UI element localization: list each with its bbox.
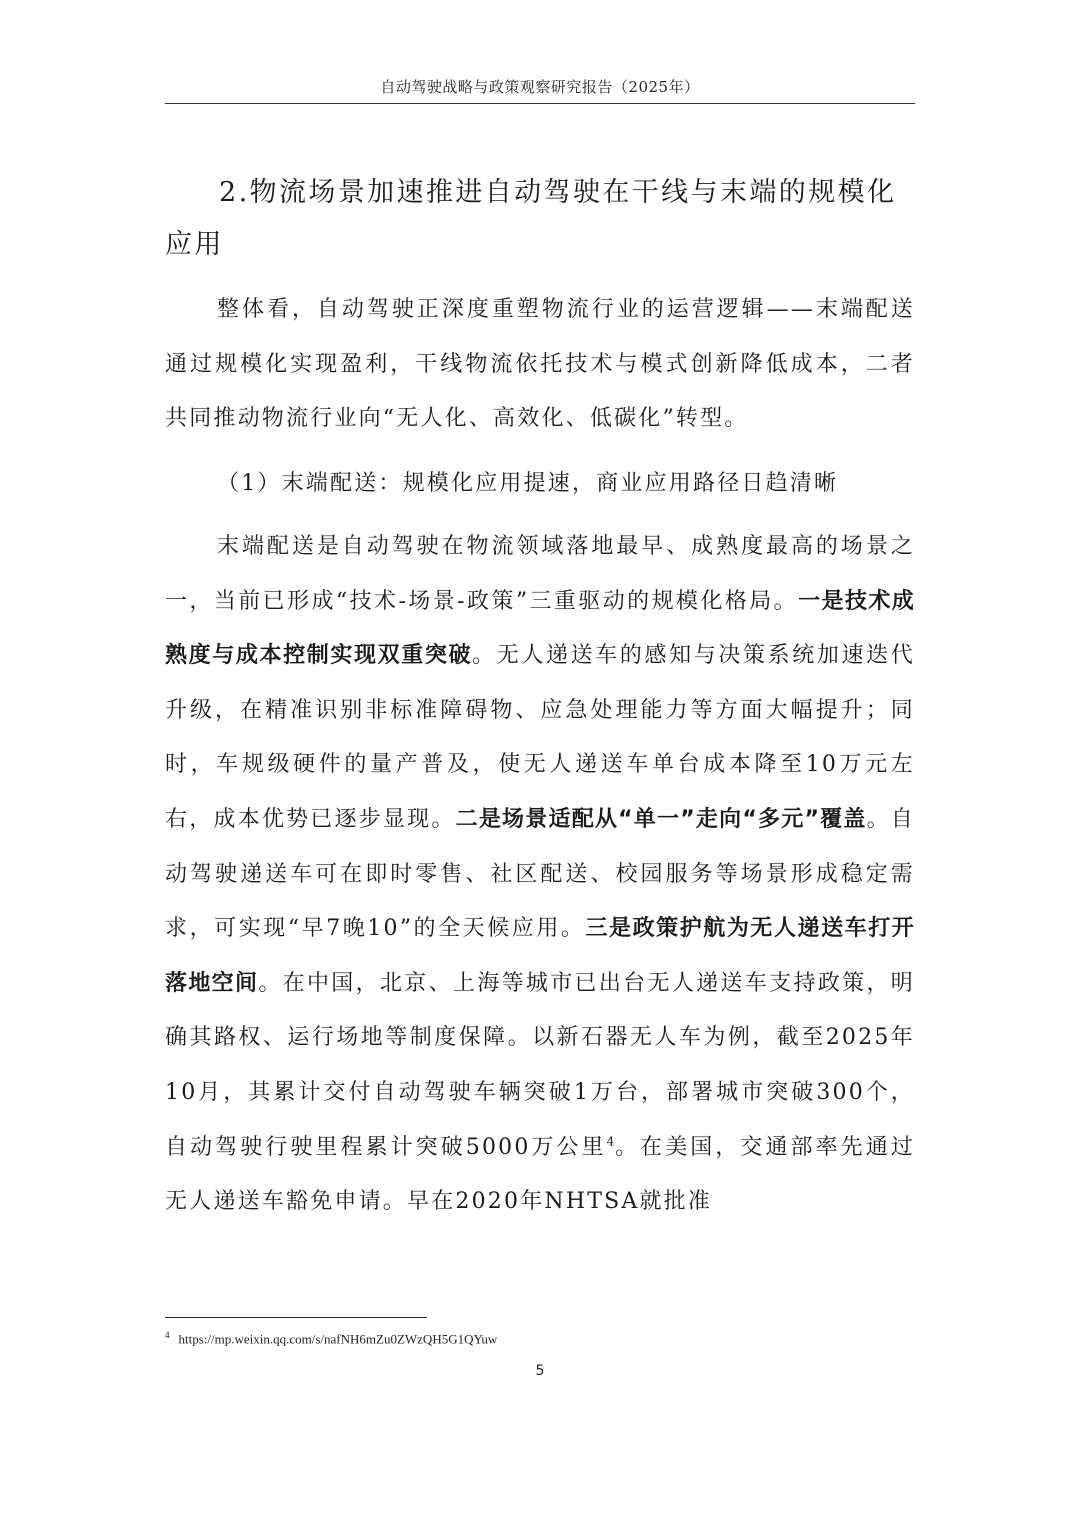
running-header: 自动驾驶战略与政策观察研究报告（2025年）: [380, 78, 700, 96]
footnote-number: 4: [165, 1330, 170, 1340]
paragraph-text: 。在美国，交通部率先通过无人递送车豁免申请。早在2020年NHTSA就批准: [165, 1134, 915, 1215]
paragraph-text: 。无人递送车的感知与决策系统加速迭代升级，在精准识别非标准障碍物、应急处理能力等方面大幅提升；同时，车规级硬件的量产普及，使无人递送车单台成本降至10万元左右，成本优势已逐步显现。: [165, 643, 915, 832]
paragraph-last-mile: [165, 520, 915, 1230]
footnote-rule: [165, 1317, 427, 1318]
key-point-2: 二是场景适配从“单一”走向“多元”覆盖: [455, 806, 867, 832]
footnote: [165, 1326, 497, 1348]
key-point-3: 三是政策护航为无人递送车打开落地空间: [165, 916, 915, 996]
subheading-last-mile: （1）末端配送：规模化应用提速，商业应用路径日趋清晰: [217, 471, 839, 496]
footnote-reference[interactable]: 4: [606, 1134, 615, 1149]
paragraph-text: 。在中国，北京、上海等城市已出台无人递送车支持政策，明确其路权、运行场地等制度保障。以新石器无人车为例，截至2025年10月，其累计交付自动驾驶车辆突破1万台，部署城市突破300个，自动驾驶行驶里程累计突破5000万公里: [165, 970, 915, 1160]
header-rule: [165, 103, 915, 104]
page-number: 5: [535, 1363, 545, 1379]
key-point-1: 一是技术成熟度与成本控制实现双重突破: [165, 588, 915, 669]
paragraph-text: 。自动驾驶递送车可在即时零售、社区配送、校园服务等场景形成稳定需求，可实现“早7晚10”的全天候应用。: [165, 806, 915, 942]
footnote-url[interactable]: https://mp.weixin.qq.com/s/nafNH6mZu0ZWzQH5G1QYuw: [178, 1331, 498, 1347]
paragraph-text: 末端配送是自动驾驶在物流领域落地最早、成熟度最高的场景之一，当前已形成“技术-场景-政策”三重驱动的规模化格局。: [165, 534, 915, 614]
paragraph-overview: 整体看，自动驾驶正深度重塑物流行业的运营逻辑——末端配送通过规模化实现盈利，干线物流依托技术与模式创新降低成本，二者共同推动物流行业向“无人化、高效化、低碳化”转型。: [165, 297, 915, 432]
section-title: 2.物流场景加速推进自动驾驶在干线与末端的规模化应用: [165, 177, 897, 260]
